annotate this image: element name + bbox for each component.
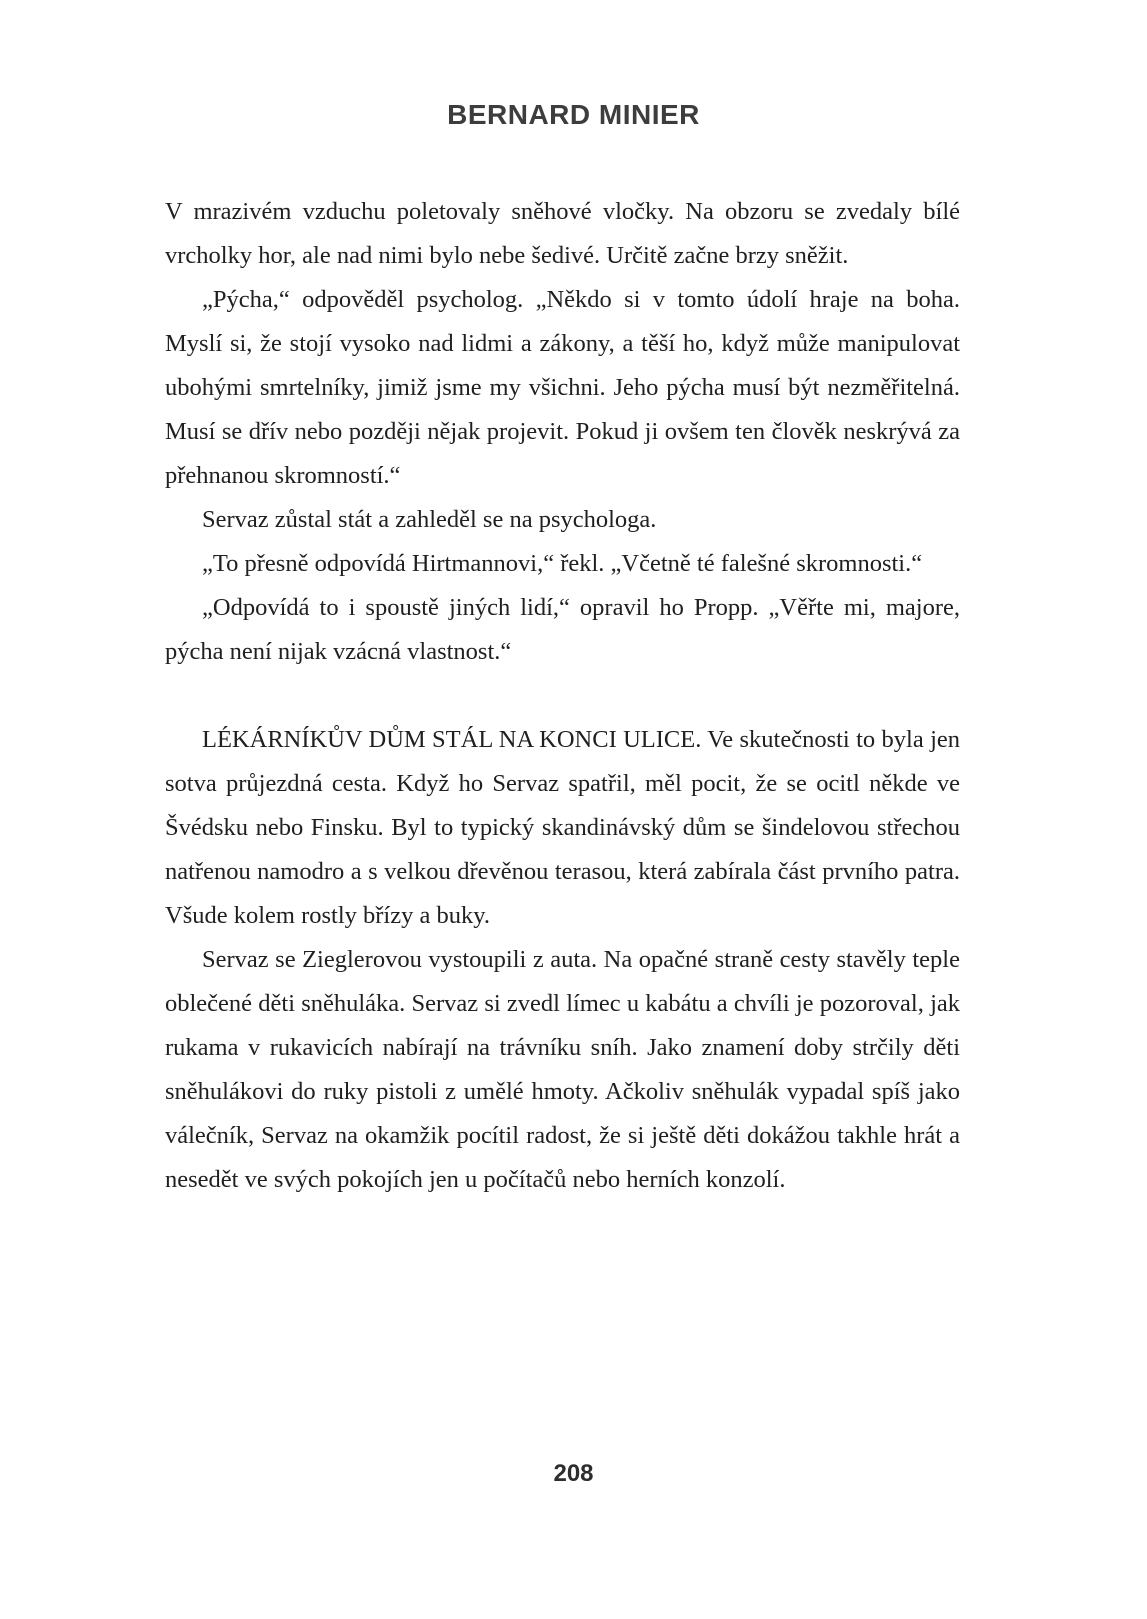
paragraph-dialogue-propp: „Odpovídá to i spoustě jiných lidí,“ opravil ho Propp. „Věřte mi, majore, pýcha není nijak vzácná vlastnost.“ (165, 594, 960, 665)
paragraph-snowman-scene: Servaz se Zieglerovou vystoupili z auta. Na opačné straně cesty stavěly teple oblečené děti sněhuláka. Servaz si zvedl límec u kabátu a chvíli je pozoroval, jak rukama v rukavicích nabírají na trávníku sníh. Jako znamení doby strčily děti sněhulákovi do ruky pistoli z umělé hmoty. Ačkoliv sněhulák vypadal spíš jako válečník, Servaz na okamžik pocítil radost, že si ještě děti dokážou takhle hrát a nesedět ve svých pokojích jen u počítačů nebo herních konzolí. (165, 946, 960, 1193)
page-number: 208 (553, 1460, 594, 1487)
paragraph-servaz-stops: Servaz zůstal stát a zahleděl se na psychologa. (202, 506, 657, 533)
paragraph-opening: V mrazivém vzduchu poletovaly sněhové vločky. Na obzoru se zvedaly bílé vrcholky hor, ale nad nimi bylo nebe šedivé. Určitě začne brzy sněžit. (165, 198, 960, 269)
paragraph-section-pharmacist-house: LÉKÁRNÍKŮV DŮM STÁL NA KONCI ULICE. Ve skutečnosti to byla jen sotva průjezdná cesta. Když ho Servaz spatřil, měl pocit, že se ocitl někde ve Švédsku nebo Finsku. Byl to typický skandinávský dům se šindelovou střechou natřenou namodro a s velkou dřevěnou terasou, která zabírala část prvního patra. Všude kolem rostly břízy a buky. (165, 726, 960, 929)
body-text (165, 190, 960, 1202)
paragraph-dialogue-psychologist: „Pýcha,“ odpověděl psycholog. „Někdo si v tomto údolí hraje na boha. Myslí si, že stojí vysoko nad lidmi a zákony, a těší ho, když může manipulovat ubohými smrtelníky, jimiž jsme my všichni. Jeho pýcha musí být nezměřitelná. Musí se dřív nebo později nějak projevit. Pokud ji ovšem ten člověk neskrývá za přehnanou skromností.“ (165, 286, 960, 489)
paragraph-dialogue-hirtmann: „To přesně odpovídá Hirtmannovi,“ řekl. „Včetně té falešné skromnosti.“ (202, 550, 923, 577)
running-header: BERNARD MINIER (447, 99, 700, 130)
